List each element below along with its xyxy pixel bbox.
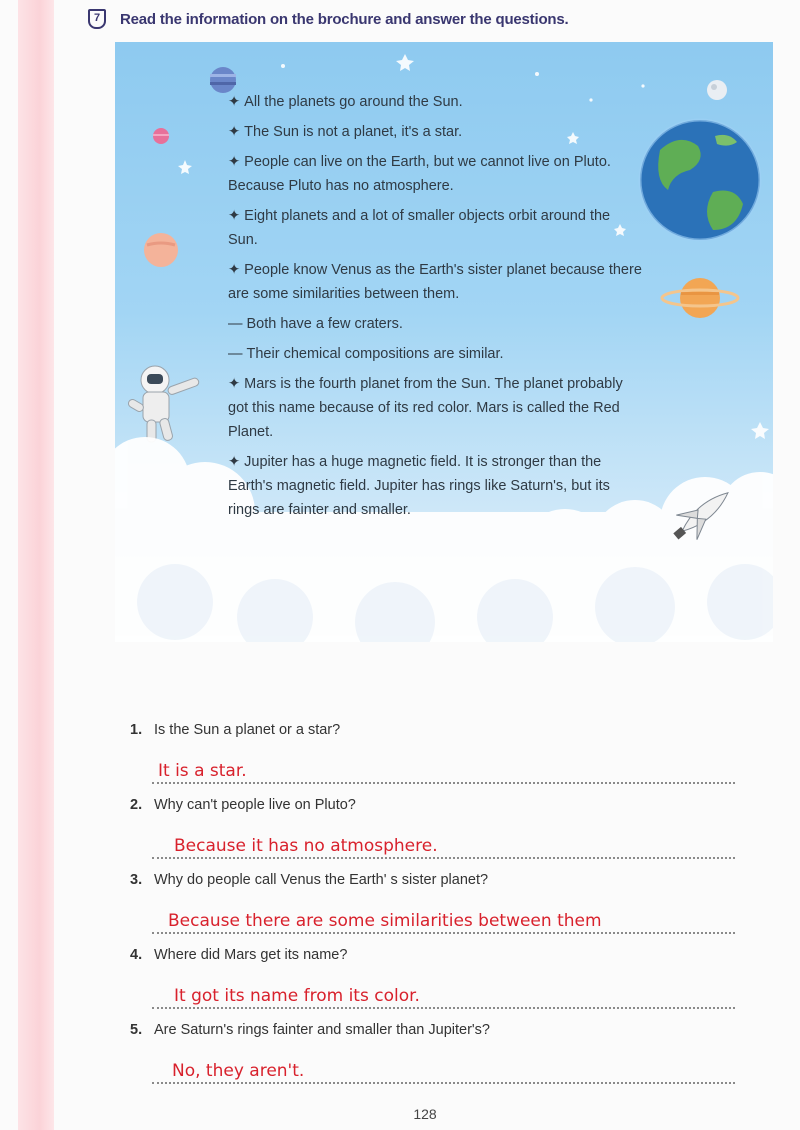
- star-bullet-icon: ✦: [228, 262, 241, 278]
- brochure-fact: [228, 372, 643, 444]
- instruction-text: Read the information on the brochure and answer the questions.: [120, 10, 569, 28]
- answer-field-5[interactable]: [152, 1052, 735, 1084]
- exercise-instruction: [88, 6, 688, 32]
- fact-text: Their chemical compositions are similar.: [246, 346, 504, 362]
- fact-text: People know Venus as the Earth's sister planet because there are some similarities between them.: [228, 262, 642, 302]
- handwritten-answer: It got its name from its color.: [174, 986, 420, 1006]
- answer-field-3[interactable]: [152, 902, 735, 934]
- question-5: [130, 1018, 490, 1042]
- answer-field-2[interactable]: [152, 827, 735, 859]
- brochure-fact: [228, 258, 643, 306]
- brochure-facts: [228, 90, 643, 528]
- pink-planet-icon: [153, 128, 169, 144]
- brochure-fact: [228, 150, 643, 198]
- brochure-subpoint: [228, 342, 643, 366]
- question-4: [130, 943, 347, 967]
- question-text: Why do people call Venus the Earth' s sister planet?: [154, 872, 489, 888]
- question-2: [130, 793, 356, 817]
- question-1: [130, 718, 340, 742]
- page-number: 128: [413, 1106, 437, 1122]
- fact-text: The Sun is not a planet, it's a star.: [244, 124, 463, 140]
- saturn-icon: [662, 278, 738, 318]
- question-number: 1.: [130, 722, 143, 738]
- fact-text: Mars is the fourth planet from the Sun. The planet probably got this name because of its red color. Mars is called the Red Planet.: [228, 376, 623, 440]
- question-3: [130, 868, 488, 892]
- peach-planet-icon: [144, 233, 178, 267]
- question-number: 5.: [130, 1022, 143, 1038]
- page-margin-strip: [18, 0, 54, 1130]
- space-brochure: [115, 42, 773, 642]
- star-bullet-icon: ✦: [228, 454, 241, 470]
- fact-text: Eight planets and a lot of smaller objects orbit around the Sun.: [228, 208, 611, 248]
- star-bullet-icon: ✦: [228, 376, 241, 392]
- star-bullet-icon: ✦: [228, 94, 241, 110]
- question-number: 2.: [130, 797, 143, 813]
- brochure-fact: [228, 120, 643, 144]
- handwritten-answer: Because it has no atmosphere.: [174, 836, 438, 856]
- moon-icon: [707, 80, 727, 100]
- exercise-number-badge: 7: [88, 9, 106, 29]
- brochure-subpoint: [228, 312, 643, 336]
- answer-field-1[interactable]: [152, 752, 735, 784]
- handwritten-answer: It is a star.: [158, 761, 247, 781]
- brochure-fact: [228, 204, 643, 252]
- question-text: Is the Sun a planet or a star?: [154, 722, 341, 738]
- fact-text: Jupiter has a huge magnetic field. It is stronger than the Earth's magnetic field. Jupiter has rings like Saturn's, but its rings are fainter and smaller.: [228, 454, 610, 518]
- handwritten-answer: Because there are some similarities between them: [168, 911, 602, 931]
- question-text: Are Saturn's rings fainter and smaller than Jupiter's?: [154, 1022, 490, 1038]
- brochure-fact: [228, 90, 643, 114]
- astronaut-icon: [127, 366, 200, 442]
- question-number: 3.: [130, 872, 143, 888]
- answer-field-4[interactable]: [152, 977, 735, 1009]
- handwritten-answer: No, they aren't.: [172, 1061, 305, 1081]
- fact-text: Both have a few craters.: [246, 316, 403, 332]
- question-text: Why can't people live on Pluto?: [154, 797, 356, 813]
- fact-text: People can live on the Earth, but we cannot live on Pluto. Because Pluto has no atmosphere.: [228, 154, 611, 194]
- dash-marker: —: [228, 316, 243, 332]
- fact-text: All the planets go around the Sun.: [244, 94, 463, 110]
- dash-marker: —: [228, 346, 243, 362]
- question-number: 4.: [130, 947, 143, 963]
- brochure-fact: [228, 450, 643, 522]
- star-bullet-icon: ✦: [228, 208, 241, 224]
- earth-icon: [640, 120, 760, 240]
- star-bullet-icon: ✦: [228, 124, 241, 140]
- star-bullet-icon: ✦: [228, 154, 241, 170]
- question-text: Where did Mars get its name?: [154, 947, 348, 963]
